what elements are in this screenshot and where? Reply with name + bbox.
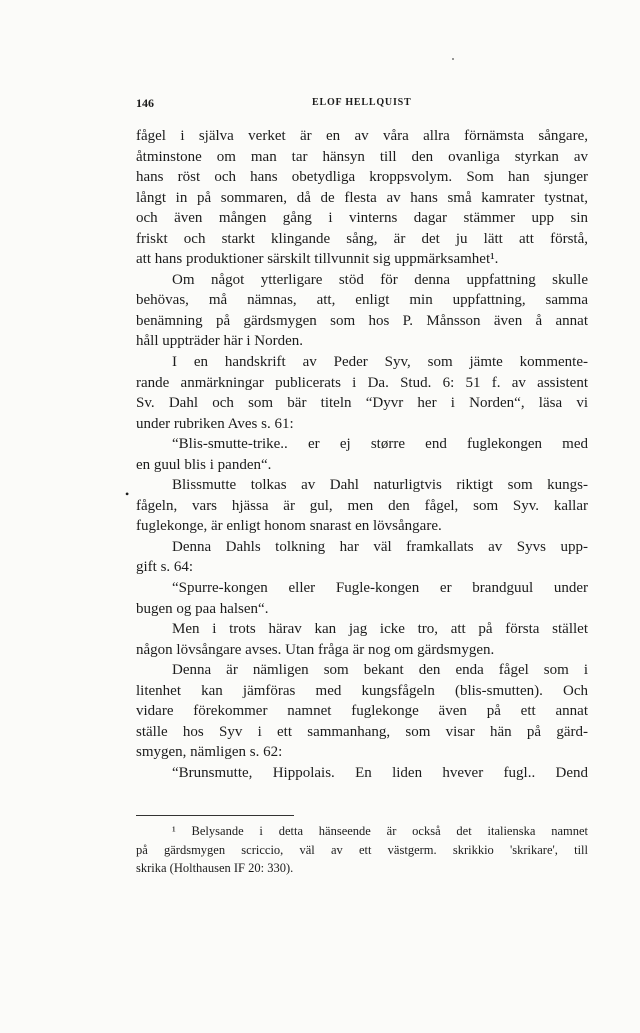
body-line: vidare förekommer namnet fuglekonge även på ett annat — [136, 703, 588, 720]
page-header — [136, 96, 588, 114]
body-line: litenhet kan jämföras med kungsfågeln (blis-smutten). Och — [136, 682, 588, 699]
body-line: Men i trots härav kan jag icke tro, att på första stället — [172, 621, 588, 638]
body-line: behövas, må nämnas, att, enligt min uppfattning, samma — [136, 292, 588, 309]
page-number: 146 — [136, 96, 154, 110]
footnote-line: på gärdsmygen scriccio, väl av ett västgerm. skrikkio 'skrikare', till — [136, 842, 588, 857]
footnote — [136, 822, 588, 878]
body-line: någon lövsångare avses. Utan fråga är nog om gärdsmygen. — [136, 641, 495, 658]
body-line: hans röst och hans obetydliga kroppsvolym. Som han sjunger — [136, 169, 588, 186]
body-line: fuglekonge, är enligt honom snarast en lövsångare. — [136, 518, 442, 535]
body-line: Sv. Dahl och som bär titeln “Dyvr her i Norden“, läsa vi — [136, 395, 588, 412]
body-line: smygen, nämligen s. 62: — [136, 744, 283, 761]
body-line: och även mången gång i vinterns dagar stämmer upp sin — [136, 210, 588, 227]
body-line: ställe hos Syv i ett sammanhang, som visar hän på gärd- — [136, 723, 588, 740]
body-line: Denna Dahls tolkning har väl framkallats av Syvs upp- — [172, 538, 588, 555]
body-line: “Brunsmutte, Hippolais. En liden hvever fugl.. Dend — [172, 764, 588, 781]
body-line: rande anmärkningar publicerats i Da. Stud. 6: 51 f. av assistent — [136, 374, 588, 391]
body-line: I en handskrift av Peder Syv, som jämte kommente- — [172, 354, 588, 371]
body-line: långt in på sommaren, då de flesta av hans små kamrater tystnat, — [136, 189, 588, 206]
body-line: friskt och starkt klingande sång, är det ju lätt att förstå, — [136, 230, 588, 247]
body-line: under rubriken Aves s. 61: — [136, 415, 294, 432]
body-line: “Blis-smutte-trike.. er ej større end fuglekongen med — [172, 436, 588, 453]
body-line: benämning på gärdsmygen som hos P. Månsson även å annat — [136, 312, 588, 329]
body-line: bugen og paa halsen“. — [136, 600, 269, 617]
footnote-line: ¹ Belysande i detta hänseende är också det italienska namnet — [172, 824, 588, 838]
body-line: håll uppträder här i Norden. — [136, 333, 304, 350]
body-line: Denna är nämligen som bekant den enda fågel som i — [172, 662, 588, 679]
footnote-rule — [136, 815, 294, 816]
body-line: “Spurre-kongen eller Fugle-kongen er brandguul under — [172, 580, 588, 597]
running-head: ELOF HELLQUIST — [312, 97, 412, 108]
body-line: fågeln, vars hjässa är gul, men den fågel, som Syv. kallar — [136, 497, 588, 514]
body-line: fågel i själva verket är en av våra allra förnämsta sångare, — [136, 128, 588, 144]
body-line: Om något ytterligare stöd för denna uppfattning skulle — [172, 271, 588, 288]
body-line: åtminstone om man tar hänsyn till den ovanliga styrkan av — [136, 148, 588, 165]
body-text — [136, 126, 588, 784]
margin-mark: • — [125, 487, 130, 501]
footnote-line: skrika (Holthausen IF 20: 330). — [136, 861, 294, 875]
paper-speck — [452, 58, 454, 60]
body-line: Blissmutte tolkas av Dahl naturligtvis riktigt som kungs- — [172, 477, 588, 494]
body-line: en guul blis i panden“. — [136, 456, 272, 473]
body-line: att hans produktioner särskilt tillvunnit sig uppmärksamhet¹. — [136, 251, 499, 268]
body-line: gift s. 64: — [136, 559, 194, 576]
